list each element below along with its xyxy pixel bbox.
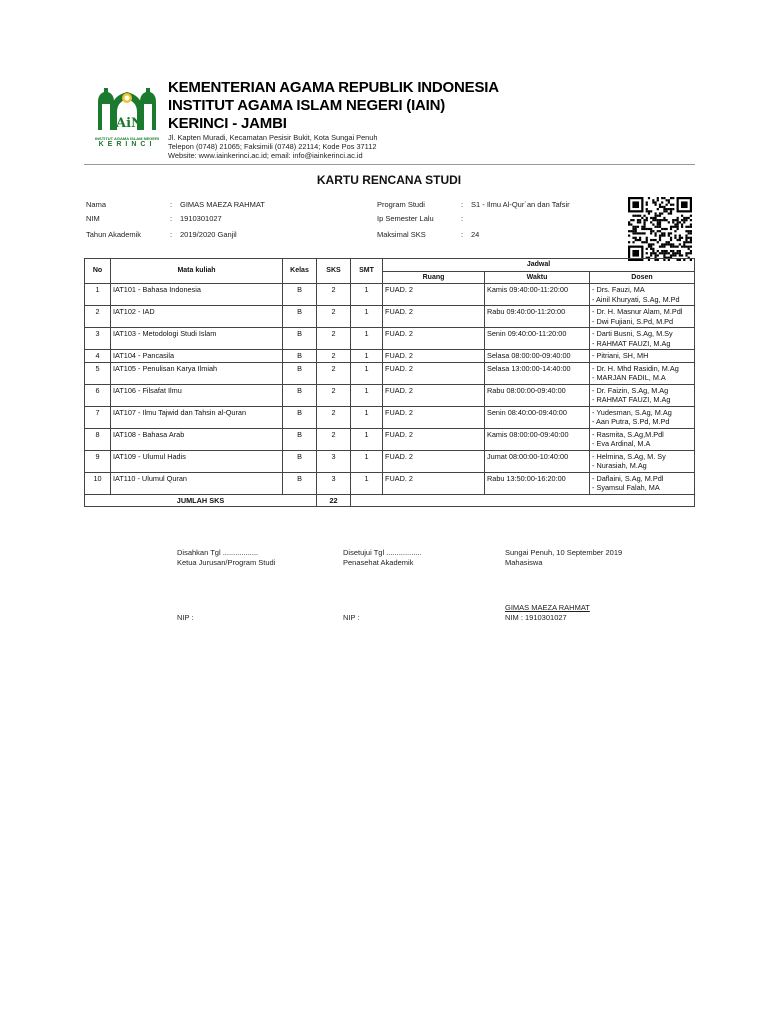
dosen-name: - Eva Ardinal, M.A [592, 439, 651, 448]
cell-no: 10 [85, 472, 111, 494]
header-mata-kuliah: Mata kuliah [111, 259, 283, 284]
cell-ruang: FUAD. 2 [383, 406, 485, 428]
cell-no: 1 [85, 284, 111, 306]
cell-dosen [590, 384, 695, 406]
cell-waktu: Rabu 13:50:00-16:20:00 [485, 472, 590, 494]
table-row [85, 284, 695, 306]
header-sks: SKS [317, 259, 351, 284]
mahasiswa-nim: NIM : 1910301027 [505, 612, 567, 622]
header-dosen: Dosen [590, 271, 695, 284]
cell-kelas: B [283, 384, 317, 406]
total-empty-cell [351, 494, 695, 507]
penasehat-nip: NIP : [343, 613, 360, 622]
cell-ruang: FUAD. 2 [383, 350, 485, 363]
header-address: Jl. Kapten Muradi, Kecamatan Pesisir Bukit, Kota Sungai Penuh [168, 133, 378, 142]
header-phone: Telepon (0748) 21065; Faksimili (0748) 22114; Kode Pos 37112 [168, 142, 377, 151]
dosen-name: - Drs. Fauzi, MA [592, 285, 645, 294]
table-row [85, 450, 695, 472]
header-waktu: Waktu [485, 271, 590, 284]
cell-kelas: B [283, 428, 317, 450]
cell-no: 5 [85, 362, 111, 384]
tahun-value: 2019/2020 Ganjil [180, 230, 237, 239]
cell-sks: 3 [317, 450, 351, 472]
dosen-name: - Dr. Faizin, S.Ag, M.Ag [592, 385, 669, 395]
cell-dosen [590, 350, 695, 363]
nim-value: 1910301027 [180, 214, 222, 223]
cell-mata-kuliah: IAT105 - Penulisan Karya Ilmiah [111, 362, 283, 384]
cell-smt: 1 [351, 406, 383, 428]
signature-penasehat [343, 548, 422, 567]
cell-sks: 2 [317, 350, 351, 363]
cell-dosen [590, 362, 695, 384]
dosen-name: - Dr. H. Masnur Alam, M.Pdl [592, 307, 683, 316]
prodi-value: S1 - Ilmu Al-Qur`an dan Tafsir [471, 200, 570, 209]
cell-ruang: FUAD. 2 [383, 450, 485, 472]
cell-smt: 1 [351, 384, 383, 406]
qr-code [628, 197, 692, 261]
cell-no: 4 [85, 350, 111, 363]
separator: : [170, 200, 173, 209]
dosen-name: - Ainil Khuryati, S.Ag, M.Pd [592, 294, 680, 304]
cell-ruang: FUAD. 2 [383, 384, 485, 406]
header-location: KERINCI - JAMBI [168, 115, 287, 132]
header-no: No [85, 259, 111, 284]
dosen-name: - Nurasiah, M.Ag [592, 461, 647, 470]
cell-ruang: FUAD. 2 [383, 328, 485, 350]
cell-mata-kuliah: IAT107 - Ilmu Tajwid dan Tahsin al-Quran [111, 406, 283, 428]
dosen-name: - Syamsul Falah, MA [592, 483, 660, 492]
header-website: Website: www.iainkerinci.ac.id; email: info@iainkerinci.ac.id [168, 151, 363, 160]
cell-smt: 1 [351, 306, 383, 328]
signature-mahasiswa [505, 548, 622, 567]
cell-dosen [590, 472, 695, 494]
dosen-name: - Aan Putra, S.Pd, M.Pd [592, 417, 670, 426]
dosen-name: - Dwi Fujiani, S.Pd, M.Pd [592, 316, 674, 326]
table-row [85, 428, 695, 450]
cell-waktu: Senin 08:40:00-09:40:00 [485, 406, 590, 428]
header-ruang: Ruang [383, 271, 485, 284]
header-smt: SMT [351, 259, 383, 284]
nim-label: NIM [86, 214, 100, 223]
mahasiswa-place-date: Sungai Penuh, 10 September 2019 [505, 548, 623, 557]
cell-sks: 2 [317, 306, 351, 328]
dosen-name: - Rasmita, S.Ag,M.Pdl [592, 429, 664, 439]
cell-mata-kuliah: IAT106 - Filsafat Ilmu [111, 384, 283, 406]
mahasiswa-name: GIMAS MAEZA RAHMAT [505, 603, 590, 612]
table-row [85, 384, 695, 406]
cell-mata-kuliah: IAT104 - Pancasila [111, 350, 283, 363]
ips-label: Ip Semester Lalu [377, 214, 434, 223]
cell-no: 2 [85, 306, 111, 328]
dosen-name: - Dr. H. Mhd Rasidin, M.Ag [592, 363, 679, 373]
cell-waktu: Kamis 09:40:00-11:20:00 [485, 284, 590, 306]
header-institute: INSTITUT AGAMA ISLAM NEGERI (IAIN) [168, 97, 446, 114]
maks-sks-value: 24 [471, 230, 480, 239]
header-divider [84, 164, 695, 165]
cell-waktu: Selasa 08:00:00-09:40:00 [485, 350, 590, 363]
total-sks: 22 [317, 494, 351, 507]
tahun-label: Tahun Akademik [86, 230, 142, 239]
cell-dosen [590, 450, 695, 472]
cell-smt: 1 [351, 472, 383, 494]
signature-ketua-jurusan [177, 548, 275, 567]
dosen-name: - MARJAN FADIL, M.A [592, 373, 666, 382]
cell-ruang: FUAD. 2 [383, 472, 485, 494]
cell-sks: 2 [317, 362, 351, 384]
cell-dosen [590, 406, 695, 428]
ketua-nip: NIP : [177, 613, 194, 622]
cell-sks: 2 [317, 328, 351, 350]
dosen-name: - Daflaini, S.Ag, M.Pdl [592, 473, 664, 483]
ketua-date-line: Disahkan Tgl ................. [177, 548, 259, 557]
cell-smt: 1 [351, 328, 383, 350]
cell-kelas: B [283, 450, 317, 472]
cell-dosen [590, 428, 695, 450]
cell-mata-kuliah: IAT108 - Bahasa Arab [111, 428, 283, 450]
maks-sks-label: Maksimal SKS [377, 230, 426, 239]
cell-mata-kuliah: IAT102 - IAD [111, 306, 283, 328]
cell-kelas: B [283, 306, 317, 328]
cell-kelas: B [283, 284, 317, 306]
header-ministry: KEMENTERIAN AGAMA REPUBLIK INDONESIA [168, 79, 499, 96]
cell-mata-kuliah: IAT109 - Ulumul Hadis [111, 450, 283, 472]
cell-dosen [590, 328, 695, 350]
signature-mahasiswa-name [505, 603, 590, 622]
cell-mata-kuliah: IAT101 - Bahasa Indonesia [111, 284, 283, 306]
cell-smt: 1 [351, 284, 383, 306]
table-row [85, 362, 695, 384]
table-row [85, 406, 695, 428]
header-kelas: Kelas [283, 259, 317, 284]
prodi-label: Program Studi [377, 200, 425, 209]
dosen-name: - Pitriani, SH, MH [592, 351, 649, 360]
cell-mata-kuliah: IAT110 - Ulumul Quran [111, 472, 283, 494]
dosen-name: - Yudesman, S.Ag, M.Ag [592, 407, 672, 417]
cell-sks: 2 [317, 384, 351, 406]
cell-kelas: B [283, 406, 317, 428]
cell-waktu: Senin 09:40:00-11:20:00 [485, 328, 590, 350]
mahasiswa-title: Mahasiswa [505, 557, 543, 567]
separator: : [461, 230, 464, 239]
separator: : [461, 200, 464, 209]
cell-smt: 1 [351, 362, 383, 384]
cell-smt: 1 [351, 450, 383, 472]
cell-sks: 2 [317, 406, 351, 428]
cell-no: 3 [85, 328, 111, 350]
cell-dosen [590, 284, 695, 306]
cell-no: 9 [85, 450, 111, 472]
logo-kerinci-text: KERINCI [98, 141, 156, 148]
cell-waktu: Kamis 08:00:00-09:40:00 [485, 428, 590, 450]
cell-sks: 2 [317, 284, 351, 306]
cell-no: 6 [85, 384, 111, 406]
cell-kelas: B [283, 350, 317, 363]
separator: : [170, 230, 173, 239]
cell-smt: 1 [351, 428, 383, 450]
cell-kelas: B [283, 362, 317, 384]
svg-text:iAiN: iAiN [111, 116, 143, 131]
cell-waktu: Selasa 13:00:00-14:40:00 [485, 362, 590, 384]
cell-no: 8 [85, 428, 111, 450]
cell-ruang: FUAD. 2 [383, 428, 485, 450]
cell-kelas: B [283, 328, 317, 350]
cell-ruang: FUAD. 2 [383, 284, 485, 306]
document-title: KARTU RENCANA STUDI [316, 173, 462, 187]
cell-dosen [590, 306, 695, 328]
cell-no: 7 [85, 406, 111, 428]
dosen-name: - RAHMAT FAUZI, M.Ag [592, 395, 671, 404]
table-row [85, 306, 695, 328]
nama-label: Nama [86, 200, 107, 209]
dosen-name: - RAHMAT FAUZI, M.Ag [592, 338, 671, 348]
cell-ruang: FUAD. 2 [383, 362, 485, 384]
cell-waktu: Rabu 09:40:00-11:20:00 [485, 306, 590, 328]
table-row [85, 328, 695, 350]
table-row [85, 350, 695, 363]
total-label: JUMLAH SKS [85, 494, 317, 507]
dosen-name: - Darti Busni, S.Ag, M.Sy [592, 329, 673, 338]
separator: : [461, 214, 464, 223]
penasehat-title: Penasehat Akademik [343, 557, 414, 567]
penasehat-date-line: Disetujui Tgl ................. [343, 548, 422, 557]
cell-waktu: Rabu 08:00:00-09:40:00 [485, 384, 590, 406]
cell-sks: 2 [317, 428, 351, 450]
cell-waktu: Jumat 08:00:00-10:40:00 [485, 450, 590, 472]
cell-smt: 1 [351, 350, 383, 363]
dosen-name: - Helmina, S.Ag, M. Sy [592, 451, 666, 461]
separator: : [170, 214, 173, 223]
nama-value: GIMAS MAEZA RAHMAT [180, 200, 265, 209]
cell-kelas: B [283, 472, 317, 494]
table-row [85, 472, 695, 494]
krs-table [84, 258, 695, 507]
cell-ruang: FUAD. 2 [383, 306, 485, 328]
logo-caption: INSTITUT AGAMA ISLAM NEGERI [95, 136, 159, 141]
cell-sks: 3 [317, 472, 351, 494]
cell-mata-kuliah: IAT103 - Metodologi Studi Islam [111, 328, 283, 350]
ketua-title: Ketua Jurusan/Program Studi [177, 557, 276, 567]
header-jadwal: Jadwal [383, 259, 695, 272]
